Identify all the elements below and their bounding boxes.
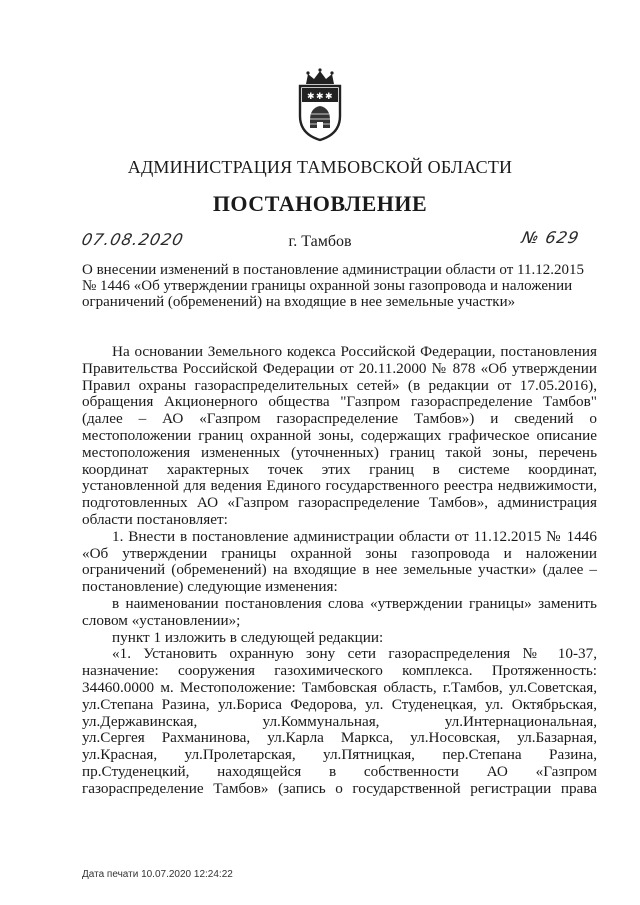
document-body xyxy=(82,344,597,798)
text-line: области постановляет: xyxy=(82,510,228,528)
svg-text:✱: ✱ xyxy=(325,92,333,102)
text-line: подготовленных АО «Газпром газораспределение Тамбов», администрация xyxy=(82,494,597,512)
text-line: ул.Сергея Рахманинова, ул.Карла Маркса, ул.Носовская, ул.Базарная, xyxy=(82,729,597,747)
text-line: На основании Земельного кодекса Российской Федерации, постановления xyxy=(112,343,597,360)
text-line: ограничений (обременений) на входящие в нее земельные участки» (далее – xyxy=(82,561,597,579)
organization-title: АДМИНИСТРАЦИЯ ТАМБОВСКОЙ ОБЛАСТИ xyxy=(127,157,513,177)
text-line: местоположения измененных (уточненных) границ такой зоны, перечень xyxy=(82,443,597,461)
city-label: г. Тамбов xyxy=(288,233,352,250)
handwritten-document-number: № 629 xyxy=(519,228,582,247)
text-line: пункт 1 изложить в следующей редакции: xyxy=(112,628,384,646)
text-line: пр.Студенецкий, находящейся в собственности АО «Газпром xyxy=(82,762,597,780)
text-line: (далее – АО «Газпром газораспределение Тамбов») и сведений о xyxy=(82,410,597,428)
text-line: ул.Державинская, ул.Коммунальная, ул.Интернациональная, xyxy=(82,712,597,730)
text-line: Правил охраны газораспределительных сетей» (в редакции от 17.05.2016), xyxy=(82,376,597,394)
print-date-footer: Дата печати 10.07.2020 12:24:22 xyxy=(82,869,233,880)
document-type-title: ПОСТАНОВЛЕНИЕ xyxy=(212,191,428,216)
preamble-paragraph xyxy=(82,344,597,529)
document-subject: О внесении изменений в постановление администрации области от 11.12.2015 № 1446 «Об утверждении границы охранной зоны газопровода и наложении ограничений (обременений) на входящие в нее земельные участки» xyxy=(82,262,584,310)
text-line: ул.Степана Разина, ул.Бориса Федорова, ул. Студенецкая, ул. Октябрьская, xyxy=(82,695,597,713)
svg-text:✱: ✱ xyxy=(307,92,315,102)
coat-of-arms-emblem xyxy=(294,68,346,142)
item-1-paragraph xyxy=(82,529,597,596)
text-line: «1. Установить охранную зону сети газораспределения № 10-37, xyxy=(112,645,597,663)
text-line: Правительства Российской Федерации от 20.11.2000 № 878 «Об утверждении xyxy=(82,359,597,377)
text-line: местоположении границ охранной зоны, содержащих графическое описание xyxy=(82,426,597,444)
handwritten-date: 07.08.2020 xyxy=(79,230,186,249)
text-line: ул.Красная, ул.Пролетарская, ул.Пятницкая, пер.Степана Разина, xyxy=(82,746,597,764)
point-1-paragraph xyxy=(82,630,597,647)
text-line: постановление) следующие изменения: xyxy=(82,578,338,596)
text-line: словом «установлении»; xyxy=(82,611,241,629)
svg-text:✱: ✱ xyxy=(316,92,324,102)
text-line: «Об утверждении границы охранной зоны газопровода и наложении xyxy=(82,544,597,562)
title-change-paragraph xyxy=(82,596,597,630)
text-line: обращения Акционерного общества "Газпром газораспределение Тамбов" xyxy=(82,393,597,411)
text-line: установленной для ведения Единого государственного реестра недвижимости, xyxy=(82,477,597,495)
text-line: газораспределение Тамбов» (запись о государственной регистрации права xyxy=(82,779,597,797)
text-line: 1. Внести в постановление администрации области от 11.12.2015 № 1446 xyxy=(112,527,597,545)
new-point-1-text xyxy=(82,646,597,797)
text-line: в наименовании постановления слова «утверждении границы» заменить xyxy=(112,594,597,612)
text-line: 34460.0000 м. Местоположение: Тамбовская область, г.Тамбов, ул.Советская, xyxy=(82,678,597,696)
text-line: координат характерных точек этих границ в системе координат, xyxy=(82,460,597,478)
text-line: назначение: сооружения газохимического комплекса. Протяженность: xyxy=(82,662,597,680)
